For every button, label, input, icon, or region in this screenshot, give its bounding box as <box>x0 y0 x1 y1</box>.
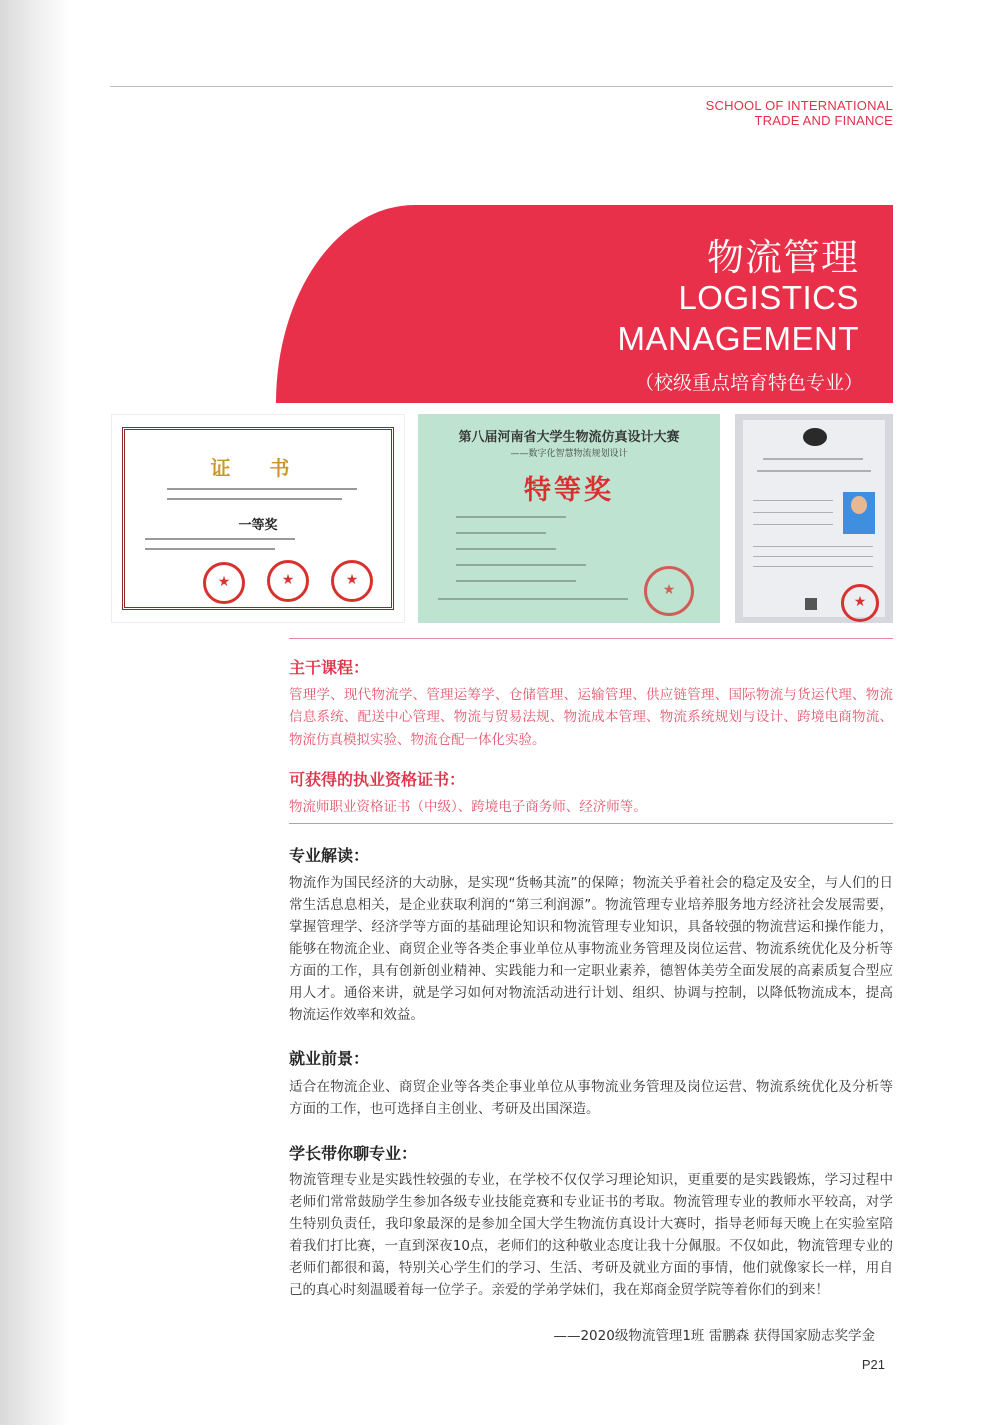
certificate-text-line <box>167 488 357 490</box>
book-spine-shadow <box>0 0 70 1425</box>
major-title-cn: 物流管理 <box>707 236 859 279</box>
major-subtitle: （校级重点培育特色专业） <box>634 372 863 394</box>
competition-certificate-photo <box>418 414 720 623</box>
certificate-title: 证 书 <box>210 456 306 480</box>
courses-heading: 主干课程： <box>289 658 370 677</box>
interpretation-text: 物流作为国民经济的大动脉，是实现“货畅其流”的保障；物流关乎着社会的稳定及安全，与人们的日常生活息息相关，是企业获取利润的“第三利润源”。物流管理专业培养服务地方经济社会发展需要，掌握管理学、经济学等方面的基础理论知识和物流管理专业知识，具备较强的物流营运和操作能力，能够在物流企业、商贸企业等各类企事业单位从事物流业务管理及岗位运营、物流系统优化及分析等方面的工作，具有创新创业精神、实践能力和一定职业素养，德智体美劳全面发展的高素质复合型应用人才。通俗来讲，就是学习如何对物流活动进行计划、组织、协调与控制，以降低物流成本，提高物流运作效率和效益。 <box>289 875 893 1023</box>
red-seal-icon <box>331 560 373 602</box>
red-seal-icon <box>644 566 694 616</box>
certificate-text-line <box>753 566 873 567</box>
certificate-text-line <box>763 458 863 460</box>
red-seal-icon <box>841 584 879 622</box>
certificate-text-line <box>757 470 871 472</box>
certificate-text-line <box>145 548 275 550</box>
red-seal-icon <box>203 562 245 604</box>
certificate-text-line <box>753 556 873 557</box>
certificate-text-line <box>753 512 833 513</box>
senior-talk-heading: 学长带你聊专业： <box>289 1144 418 1163</box>
certificate-frame <box>122 427 394 610</box>
certificate-text-line <box>456 532 546 534</box>
senior-talk-text: 物流管理专业是实践性较强的专业，在学校不仅仅学习理论知识，更重要的是实践锻炼，学习过程中老师们常常鼓励学生参加各级专业技能竞赛和专业证书的考取。物流管理专业的教师水平较高，对学生特别负责任，我印象最深的是参加全国大学生物流仿真设计大赛时，指导老师每天晚上在实验室陪着我们打比赛，一直到深夜10点，老师们的这种敬业态度让我十分佩服。不仅如此，物流管理专业的老师们都很和蔼，特别关心学生们的学习、生活、考研及就业方面的事情，他们就像家长一样，用自己的真心时刻温暖着每一位学子。亲爱的学弟学妹们，我在郑商金贸学院等着你们的到来！ <box>289 1172 893 1298</box>
major-title-en-line2: MANAGEMENT <box>617 320 859 357</box>
employment-heading: 就业前景： <box>289 1049 370 1068</box>
certificate-text-line <box>456 580 576 582</box>
red-seal-icon <box>267 560 309 602</box>
certificate-text-line <box>167 498 342 500</box>
qualification-certificate-photo <box>735 414 893 623</box>
qr-code-icon <box>805 598 817 610</box>
certificate-text-line <box>456 516 566 518</box>
senior-signature: ——2020级物流管理1班 雷鹏森 获得国家励志奖学金 <box>553 1328 875 1344</box>
qualifications-heading: 可获得的执业资格证书： <box>289 770 466 789</box>
certificate-subtitle: ——数字化智慧物流规划设计 <box>510 449 628 459</box>
certificate-title: 第八届河南省大学生物流仿真设计大赛 <box>458 430 680 445</box>
school-name <box>706 98 893 128</box>
major-title-en-line1: LOGISTICS <box>678 279 859 316</box>
certificate-award: 特等奖 <box>524 475 614 506</box>
certificate-text-line <box>753 500 833 501</box>
certificate-text-line <box>456 564 586 566</box>
school-name-line1: SCHOOL OF INTERNATIONAL <box>705 98 893 113</box>
certificate-text-line <box>438 598 628 600</box>
certificate-award: 一等奖 <box>238 518 278 533</box>
school-name-line2: TRADE AND FINANCE <box>754 113 893 128</box>
top-rule <box>110 86 893 87</box>
section-divider <box>289 638 893 639</box>
certificate-page <box>743 420 885 617</box>
interpretation-heading: 专业解读： <box>289 846 370 865</box>
courses-text: 管理学、现代物流学、管理运筹学、仓储管理、运输管理、供应链管理、国际物流与货运代理、物流信息系统、配送中心管理、物流与贸易法规、物流成本管理、物流系统规划与设计、跨境电商物流、物流仿真模拟实验、物流仓配一体化实验。 <box>289 687 893 748</box>
certificate-text-line <box>456 548 556 550</box>
section-divider <box>289 823 893 824</box>
certificate-text-line <box>145 538 295 540</box>
logo-icon <box>803 428 827 446</box>
major-title-banner <box>276 205 893 403</box>
certificate-text-line <box>753 524 833 525</box>
award-certificate-photo <box>111 414 405 623</box>
page-number: P21 <box>861 1357 885 1372</box>
certificate-text-line <box>753 546 873 547</box>
employment-text: 适合在物流企业、商贸企业等各类企事业单位从事物流业务管理及岗位运营、物流系统优化及分析等方面的工作，也可选择自主创业、考研及出国深造。 <box>289 1079 893 1117</box>
qualifications-text: 物流师职业资格证书（中级）、跨境电子商务师、经济师等。 <box>289 799 647 815</box>
id-photo <box>843 492 875 534</box>
